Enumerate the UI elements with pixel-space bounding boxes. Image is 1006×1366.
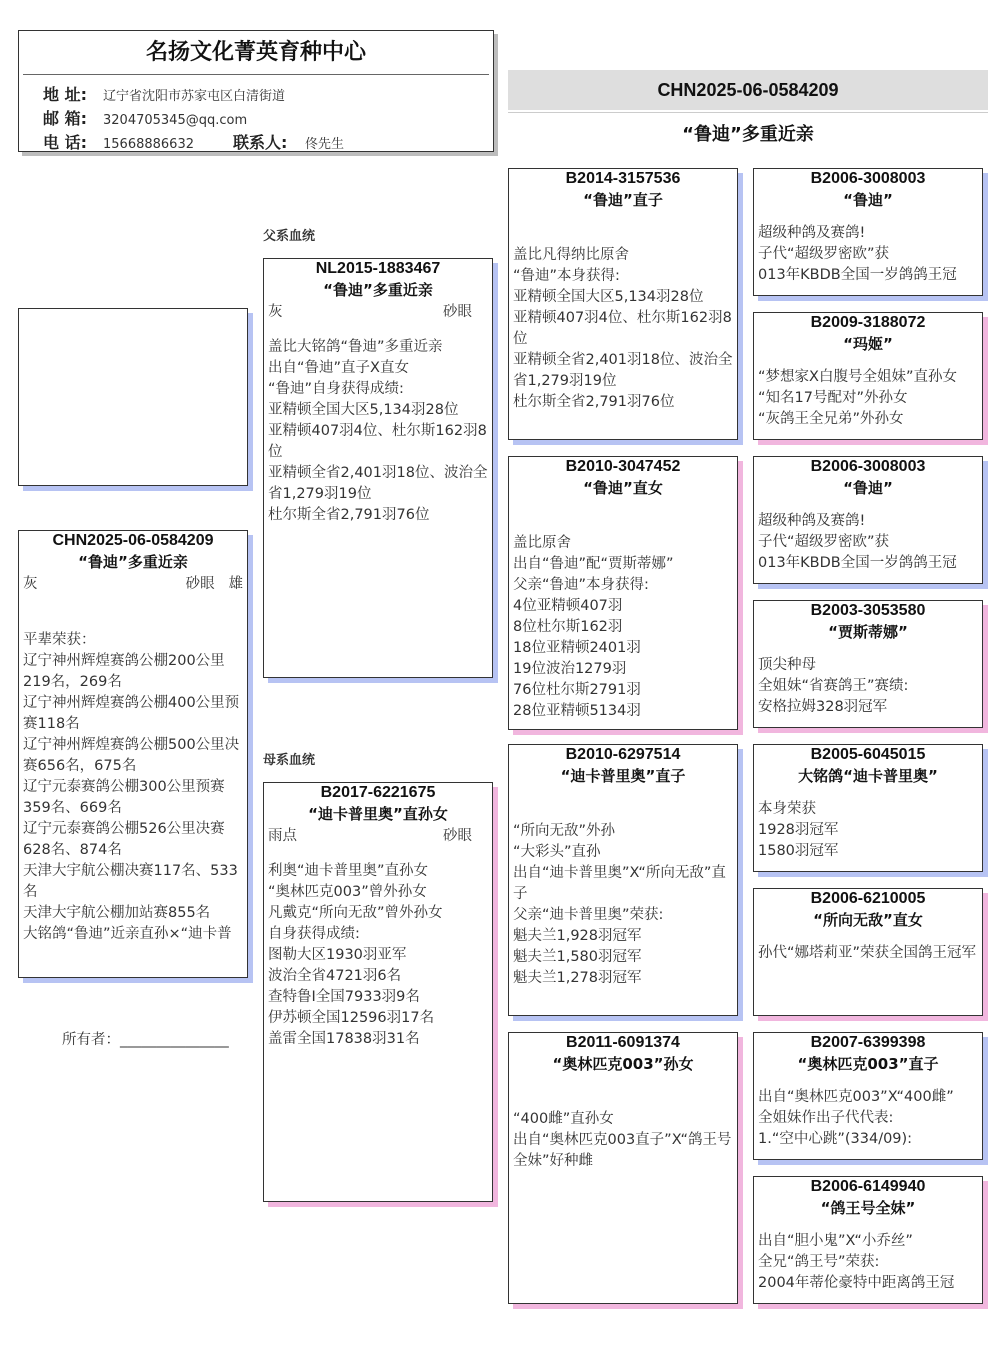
header-divider (23, 74, 489, 75)
sire-color: 灰 (268, 304, 283, 320)
ggp2-name: “玛姬” (843, 335, 893, 353)
ggp8-name: “鸽王号全妹” (820, 1199, 916, 1217)
address-value: 辽宁省沈阳市苏家屯区白清街道 (103, 89, 286, 104)
ggp2-record: “梦想家X白腹号全姐妹”直孙女 “知名17号配对”外孙女 “灰鸽王全兄弟”外孙女 (758, 369, 957, 427)
sire-card (263, 258, 493, 678)
header-contact-block (43, 84, 344, 152)
owner-label: 所有者： (62, 1032, 120, 1048)
owner-blank: _______________ (120, 1032, 229, 1048)
ggp4-record: 顶尖种母 全姐妹“省赛鸽王”赛绩: 安格拉姆328羽冠军 (758, 657, 909, 715)
grandsire-maternal-card (508, 744, 738, 1016)
phone-value: 15668886632 (103, 137, 194, 152)
ggp2-ring: B2009-3188072 (810, 314, 926, 331)
ggp6-ring: B2006-6210005 (810, 890, 926, 907)
subject-name: “鲁迪”多重近亲 (78, 553, 188, 571)
contact-value: 佟先生 (305, 137, 345, 152)
granddam-paternal-name: “鲁迪”直女 (583, 479, 663, 497)
ggp7-record: 出自“奥林匹克003”X“400雌” 全姐妹作出子代代表: 1.“空中心跳”(334/09): (758, 1089, 954, 1147)
sire-record: 盖比大铭鸽“鲁迪”多重近亲 出自“鲁迪”直子X直女 “鲁迪”自身获得成绩: 亚精顿全国大区5,134羽28位 亚精顿407羽4位、杜尔斯162羽8位 亚精顿全省2,401羽18位、波治全省1,279羽19位 杜尔斯全省2,791羽76位 (268, 339, 488, 523)
subject-card (18, 530, 248, 978)
ggp5-name: 大铭鸽“迪卡普里奥” (798, 767, 938, 785)
subject-meta (19, 573, 247, 595)
pigeon-photo (18, 308, 248, 486)
grandsire-maternal-ring: B2010-6297514 (565, 746, 681, 763)
ggp4-ring: B2003-3053580 (810, 602, 926, 619)
contact-label: 联系人: (233, 133, 288, 152)
granddam-paternal-record: 盖比原舍 出自“鲁迪”配“贾斯蒂娜” 父亲“鲁迪”本身获得: 4位亚精顿407羽 8位杜尔斯162羽 18位亚精顿2401羽 19位波治1279羽 76位杜尔斯2791羽 28位亚精顿5134羽 (513, 535, 674, 719)
grandsire-maternal-name: “迪卡普里奥”直子 (560, 767, 686, 785)
ggp5-ring: B2005-6045015 (810, 746, 926, 763)
dam-meta (264, 825, 492, 847)
ggp1-ring: B2006-3008003 (810, 170, 926, 187)
great-grandparent-card-8 (753, 1176, 983, 1304)
dam-color: 雨点 (268, 828, 297, 844)
banner-ring: CHN2025-06-0584209 (657, 80, 839, 100)
subject-record: 平辈荣获： 辽宁神州辉煌赛鸽公棚200公里219名，269名 辽宁神州辉煌赛鸽公棚400公里预赛118名 辽宁神州辉煌赛鸽公棚500公里决赛656名，675名 辽宁元泰赛鸽公棚300公里预赛359名、669名 辽宁元泰赛鸽公棚526公里决赛628名、874名 天津大宇航公棚决赛117名、533名 天津大宇航公棚加站赛855名 大铭鸽“鲁迪”近亲直孙×“迪卡普 (23, 632, 240, 942)
great-grandparent-card-7 (753, 1032, 983, 1160)
subject-ring: CHN2025-06-0584209 (52, 532, 214, 549)
sire-name: “鲁迪”多重近亲 (323, 281, 433, 299)
banner-underline (508, 112, 988, 113)
granddam-maternal-record: “400雌”直孙女 出自“奥林匹克003直子”X“鸽王号全妹”好种雌 (513, 1111, 732, 1169)
subject-eye: 砂眼 (185, 576, 215, 592)
phone-label: 电 话: (43, 133, 87, 152)
great-grandparent-card-4 (753, 600, 983, 728)
grandsire-paternal-card (508, 168, 738, 440)
dam-record: 利奥“迪卡普里奥”直孙女 “奥林匹克003”曾外孙女 凡戴克“所向无敌”曾外孙女 自身获得成绩: 图勒大区1930羽亚军 波治全省4721羽6名 查特鲁Ⅰ全国7933羽9名 伊苏顿全国12596羽17名 盖雷全国17838羽31名 (268, 863, 443, 1047)
sire-line-label: 父系血统 (263, 229, 316, 244)
great-grandparent-card-6 (753, 888, 983, 1016)
grandsire-paternal-name: “鲁迪”直子 (583, 191, 663, 209)
subject-color: 灰 (23, 576, 38, 592)
granddam-maternal-name: “奥林匹克003”孙女 (552, 1055, 694, 1073)
email-label: 邮 箱: (43, 109, 87, 128)
granddam-paternal-card (508, 456, 738, 730)
ggp7-name: “奥林匹克003”直子 (797, 1055, 939, 1073)
great-grandparent-card-5 (753, 744, 983, 872)
ggp3-name: “鲁迪” (843, 479, 893, 497)
granddam-maternal-ring: B2011-6091374 (566, 1034, 680, 1051)
ggp1-record: 超级种鸽及赛鸽! 子代“超级罗密欧”获 013年KBDB全国一岁鸽鸽王冠 (758, 225, 957, 283)
great-grandparent-card-3 (753, 456, 983, 584)
ggp6-record: 孙代“娜塔莉亚”荣获全国鸽王冠军 (758, 945, 977, 961)
pedigree-banner (508, 70, 988, 110)
owner-line (62, 1028, 229, 1049)
ggp6-name: “所向无敌”直女 (813, 911, 923, 929)
ggp3-ring: B2006-3008003 (810, 458, 926, 475)
grandsire-paternal-ring: B2014-3157536 (565, 170, 681, 187)
ggp8-record: 出自“胆小鬼”X“小乔丝” 全兄“鸽王号”荣获: 2004年蒂伦豪特中距离鸽王冠 (758, 1233, 955, 1291)
dam-line-label: 母系血统 (263, 753, 316, 768)
sire-meta (264, 301, 492, 323)
subject-sex: 雄 (228, 576, 243, 592)
sire-ring: NL2015-1883467 (315, 260, 441, 277)
address-label: 地 址: (43, 85, 87, 104)
granddam-maternal-card (508, 1032, 738, 1304)
breeder-title: 名扬文化菁英育种中心 (145, 40, 366, 65)
great-grandparent-card-1 (753, 168, 983, 296)
dam-card (263, 782, 493, 1202)
email-value: 3204705345@qq.com (103, 113, 248, 128)
ggp8-ring: B2006-6149940 (810, 1178, 926, 1195)
granddam-paternal-ring: B2010-3047452 (565, 458, 681, 475)
dam-ring: B2017-6221675 (320, 784, 436, 801)
dam-eye: 砂眼 (443, 828, 472, 844)
grandsire-paternal-record: 盖比凡得纳比原舍 “鲁迪”本身获得: 亚精顿全国大区5,134羽28位 亚精顿407羽4位、杜尔斯162羽8位 亚精顿全省2,401羽18位、波治全省1,279羽19位 杜尔斯全省2,791羽76位 (513, 247, 733, 410)
ggp1-name: “鲁迪” (843, 191, 893, 209)
great-grandparent-card-2 (753, 312, 983, 440)
breeder-header (18, 30, 494, 152)
ggp3-record: 超级种鸽及赛鸽! 子代“超级罗密欧”获 013年KBDB全国一岁鸽鸽王冠 (758, 513, 957, 571)
ggp5-record: 本身荣获 1928羽冠军 1580羽冠军 (758, 801, 839, 859)
dam-name: “迪卡普里奥”直孙女 (308, 805, 448, 823)
banner-name: “鲁迪”多重近亲 (682, 124, 814, 145)
grandsire-maternal-record: “所向无敌”外孙 “大彩头”直孙 出自“迪卡普里奥”X“所向无敌”直子 父亲“迪卡普里奥”荣获: 魁夫兰1,928羽冠军 魁夫兰1,580羽冠军 魁夫兰1,278羽冠军 (513, 823, 726, 986)
ggp4-name: “贾斯蒂娜” (828, 623, 908, 641)
ggp7-ring: B2007-6399398 (810, 1034, 926, 1051)
sire-eye: 砂眼 (443, 304, 472, 320)
